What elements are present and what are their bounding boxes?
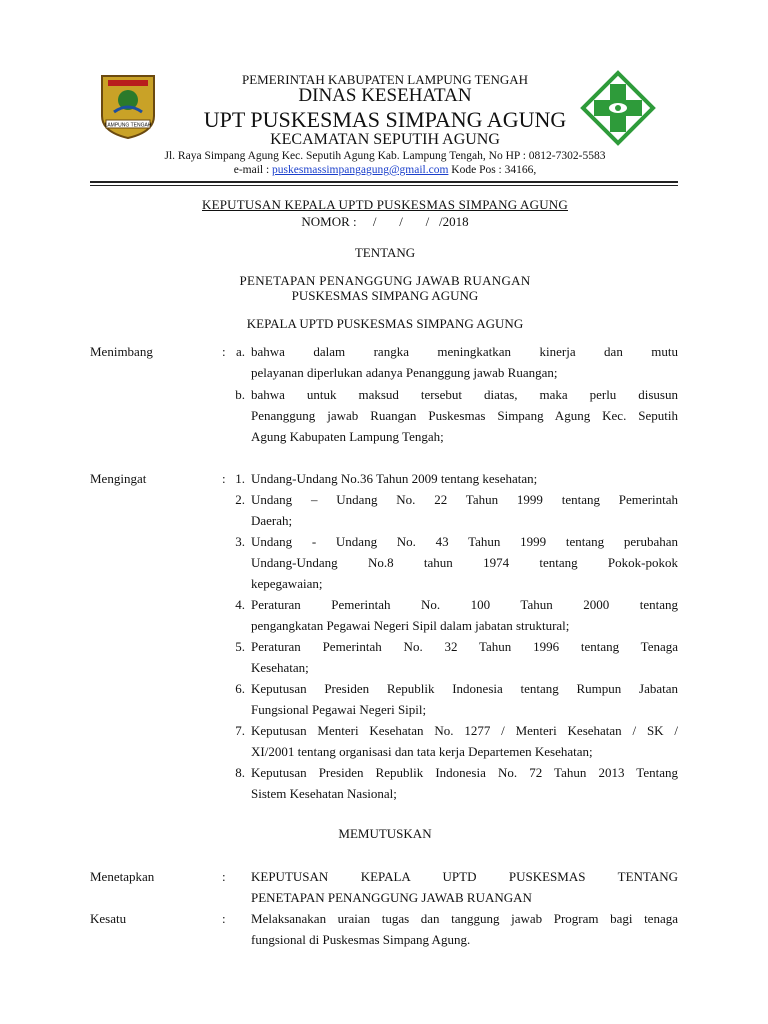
- emblem-caption: LAMPUNG TENGAH: [104, 122, 152, 129]
- header-address: Jl. Raya Simpang Agung Kec. Seputih Agung Kab. Lampung Tengah, No HP : 0812-7302-5583: [164, 150, 606, 162]
- menimbang-colon: :: [222, 344, 226, 359]
- mengingat-marker-4: 4.: [235, 597, 245, 612]
- mengingat-5-line-1: Peraturan Pemerintah No. 32 Tahun 1996 tentang Tenaga: [251, 639, 678, 654]
- mengingat-2-line-1: Undang – Undang No. 22 Tahun 1999 tentang Pemerintah: [251, 492, 678, 507]
- tentang-heading: TENTANG: [354, 245, 416, 260]
- menimbang-b-line-2: Penanggung jawab Ruangan Puskesmas Simpang Agung Kec. Seputih: [251, 408, 678, 423]
- email-label: e-mail :: [233, 164, 273, 176]
- header-agency: DINAS KESEHATAN: [298, 85, 472, 106]
- menimbang-a-line-1: bahwa dalam rangka meningkatkan kinerja dan mutu: [251, 344, 678, 359]
- menetapkan-line-1: KEPUTUSAN KEPALA UPTD PUSKESMAS TENTANG: [251, 869, 678, 884]
- mengingat-marker-3: 3.: [235, 534, 245, 549]
- mengingat-4-line-2: pengangkatan Pegawai Negeri Sipil dalam jabatan struktural;: [251, 618, 570, 633]
- mengingat-3-line-2: Undang-Undang No.8 tahun 1974 tentang Pokok-pokok: [251, 555, 678, 570]
- subject-line-2: PUSKESMAS SIMPANG AGUNG: [291, 288, 479, 303]
- header-divider-thick: [90, 181, 678, 183]
- mengingat-colon: :: [222, 471, 226, 486]
- header-government: PEMERINTAH KABUPATEN LAMPUNG TENGAH: [241, 72, 529, 87]
- header-contact: [90, 164, 680, 176]
- mengingat-marker-7: 7.: [235, 723, 245, 738]
- mengingat-marker-5: 5.: [235, 639, 245, 654]
- menimbang-marker-b: b.: [235, 387, 245, 402]
- mengingat-2-line-2: Daerah;: [251, 513, 293, 528]
- header-institution: UPT PUSKESMAS SIMPANG AGUNG: [203, 107, 567, 132]
- kesatu-line-1: Melaksanakan uraian tugas dan tanggung jawab Program bagi tenaga: [251, 911, 678, 926]
- menetapkan-label: Menetapkan: [90, 869, 155, 884]
- mengingat-marker-2: 2.: [235, 492, 245, 507]
- mengingat-3-line-3: kepegawaian;: [251, 576, 323, 591]
- mengingat-marker-6: 6.: [235, 681, 245, 696]
- issuer-heading: KEPALA UPTD PUSKESMAS SIMPANG AGUNG: [246, 316, 524, 331]
- lampung-tengah-emblem-icon: [98, 72, 158, 140]
- header-district: KECAMATAN SEPUTIH AGUNG: [270, 131, 500, 148]
- menetapkan-line-2: PENETAPAN PENANGGUNG JAWAB RUANGAN: [251, 890, 532, 905]
- mengingat-8-line-2: Sistem Kesehatan Nasional;: [251, 786, 397, 801]
- menetapkan-colon: :: [222, 869, 226, 884]
- mengingat-5-line-2: Kesehatan;: [251, 660, 309, 675]
- kesatu-label: Kesatu: [90, 911, 127, 926]
- postcode: Kode Pos : 34166,: [448, 164, 537, 176]
- mengingat-marker-1: 1.: [235, 471, 245, 486]
- mengingat-7-line-1: Keputusan Menteri Kesehatan No. 1277 / Menteri Kesehatan / SK /: [251, 723, 678, 738]
- memutuskan-heading: MEMUTUSKAN: [338, 826, 432, 841]
- menimbang-a-line-2: pelayanan diperlukan adanya Penanggung jawab Ruangan;: [251, 365, 558, 380]
- kesatu-line-2: fungsional di Puskesmas Simpang Agung.: [251, 932, 471, 947]
- decree-number: NOMOR : / / / /2018: [301, 214, 469, 229]
- mengingat-8-line-1: Keputusan Presiden Republik Indonesia No. 72 Tahun 2013 Tentang: [251, 765, 678, 780]
- menimbang-b-line-1: bahwa untuk maksud tersebut diatas, maka perlu disusun: [251, 387, 678, 402]
- menimbang-b-line-3: Agung Kabupaten Lampung Tengah;: [251, 429, 444, 444]
- mengingat-marker-8: 8.: [235, 765, 245, 780]
- menimbang-label: Menimbang: [90, 344, 153, 359]
- mengingat-label: Mengingat: [90, 471, 147, 486]
- mengingat-4-line-1: Peraturan Pemerintah No. 100 Tahun 2000 tentang: [251, 597, 678, 612]
- email-link[interactable]: puskesmassimpangagung@gmail.com: [272, 164, 449, 176]
- subject-line-1: PENETAPAN PENANGGUNG JAWAB RUANGAN: [239, 273, 531, 288]
- header-divider-thin: [90, 185, 678, 186]
- mengingat-6-line-2: Fungsional Pegawai Negeri Sipil;: [251, 702, 427, 717]
- menimbang-marker-a: a.: [235, 344, 245, 359]
- mengingat-6-line-1: Keputusan Presiden Republik Indonesia tentang Rumpun Jabatan: [251, 681, 678, 696]
- mengingat-1-line-1: Undang-Undang No.36 Tahun 2009 tentang kesehatan;: [251, 471, 538, 486]
- decree-title: KEPUTUSAN KEPALA UPTD PUSKESMAS SIMPANG AGUNG: [202, 197, 568, 212]
- mengingat-3-line-1: Undang - Undang No. 43 Tahun 1999 tentang perubahan: [251, 534, 678, 549]
- mengingat-7-line-2: XI/2001 tentang organisasi dan tata kerja Departemen Kesehatan;: [251, 744, 593, 759]
- kesatu-colon: :: [222, 911, 226, 926]
